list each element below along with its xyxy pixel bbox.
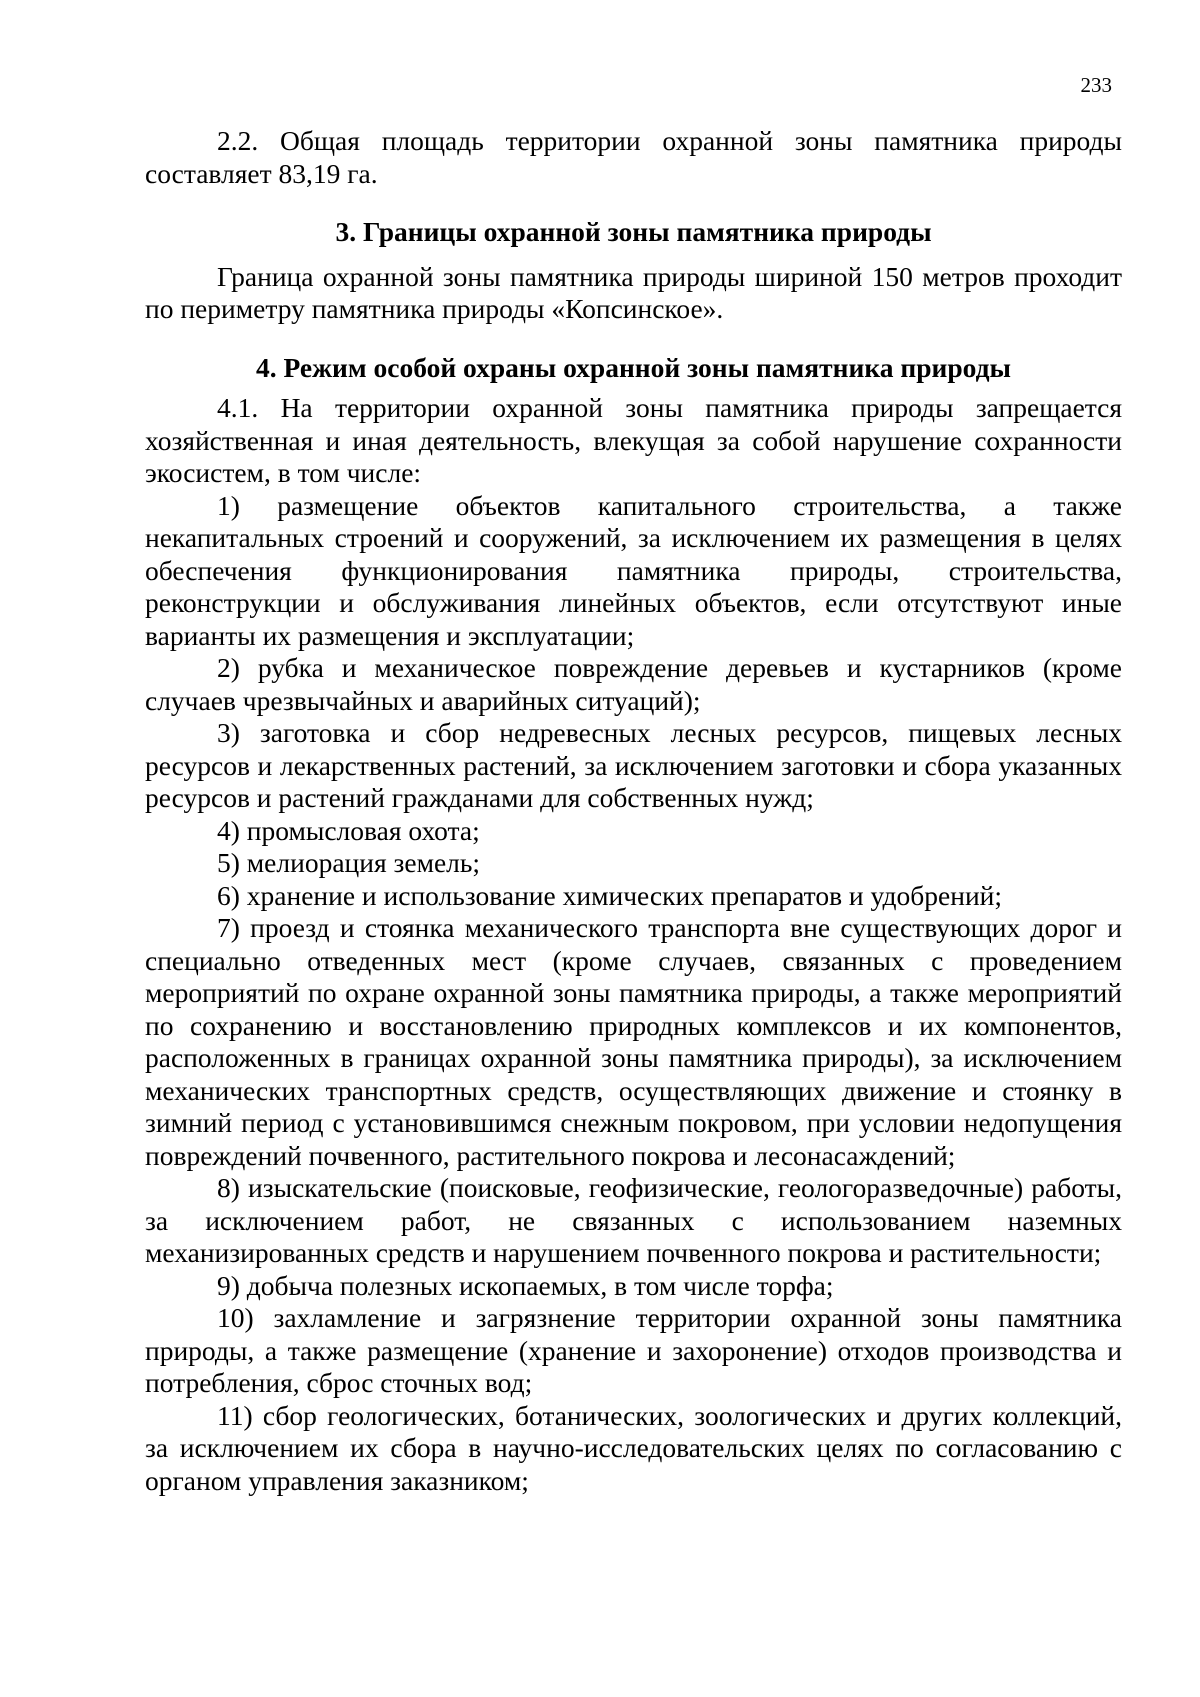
paragraph-2-2: 2.2. Общая площадь территории охранной зоны памятника природы составляет 83,19 га.: [145, 125, 1122, 189]
list-item: 4) промысловая охота;: [217, 814, 480, 846]
list-item: 2) рубка и механическое повреждение деревьев и кустарников (кроме случаев чрезвычайных и аварийных ситуаций);: [145, 652, 1122, 716]
list-item: 3) заготовка и сбор недревесных лесных ресурсов, пищевых лесных ресурсов и лекарственных растений, за исключением заготовки и сбора указанных ресурсов и растений гражданами для собственных нужд;: [145, 717, 1122, 813]
list-item: 6) хранение и использование химических препаратов и удобрений;: [217, 879, 1003, 911]
list-item: 10) захламление и загрязнение территории охранной зоны памятника природы, а также размещение (хранение и захоронение) отходов производства и потребления, сброс сточных вод;: [145, 1302, 1122, 1398]
list-item: 7) проезд и стоянка механического транспорта вне существующих дорог и специально отведенных мест (кроме случаев, связанных с проведением мероприятий по охране охранной зоны памятника природы, а также мероприятий по сохранению и восстановлению природных комплексов и их компонентов, расположенных в границах охранной зоны памятника природы), за исключением механических транспортных средств, осуществляющих движение и стоянку в зимний период с установившимся снежным покровом, при условии недопущения повреждений почвенного, растительного покрова и лесонасаждений;: [145, 912, 1122, 1171]
page-number: 233: [1080, 73, 1112, 97]
list-item: 1) размещение объектов капитального строительства, а также некапитальных строений и сооружений, за исключением их размещения в целях обеспечения функционирования памятника природы, строительства, реконструкции и обслуживания линейных объектов, если отсутствуют иные варианты их размещения и эксплуатации;: [145, 489, 1122, 651]
list-item: 8) изыскательские (поисковые, геофизические, геологоразведочные) работы, за исключением работ, не связанных с использованием наземных механизированных средств и нарушением почвенного покрова и растительности;: [145, 1172, 1122, 1268]
section-3-heading: 3. Границы охранной зоны памятника природы: [335, 216, 932, 247]
list-item: 11) сбор геологических, ботанических, зоологических и других коллекций, за исключением их сбора в научно-исследовательских целях по согласованию с органом управления заказником;: [145, 1399, 1122, 1496]
section-4-heading: 4. Режим особой охраны охранной зоны памятника природы: [255, 351, 1012, 383]
section-3-text: Граница охранной зоны памятника природы шириной 150 метров проходит по периметру памятника природы «Копсинское».: [145, 260, 1122, 324]
section-4-intro: 4.1. На территории охранной зоны памятника природы запрещается хозяйственная и иная деятельность, влекущая за собой нарушение сохранности экосистем, в том числе:: [145, 392, 1122, 488]
list-item: 9) добыча полезных ископаемых, в том числе торфа;: [217, 1269, 834, 1301]
list-item: 5) мелиорация земель;: [217, 847, 481, 878]
document-body: [145, 125, 1122, 1497]
